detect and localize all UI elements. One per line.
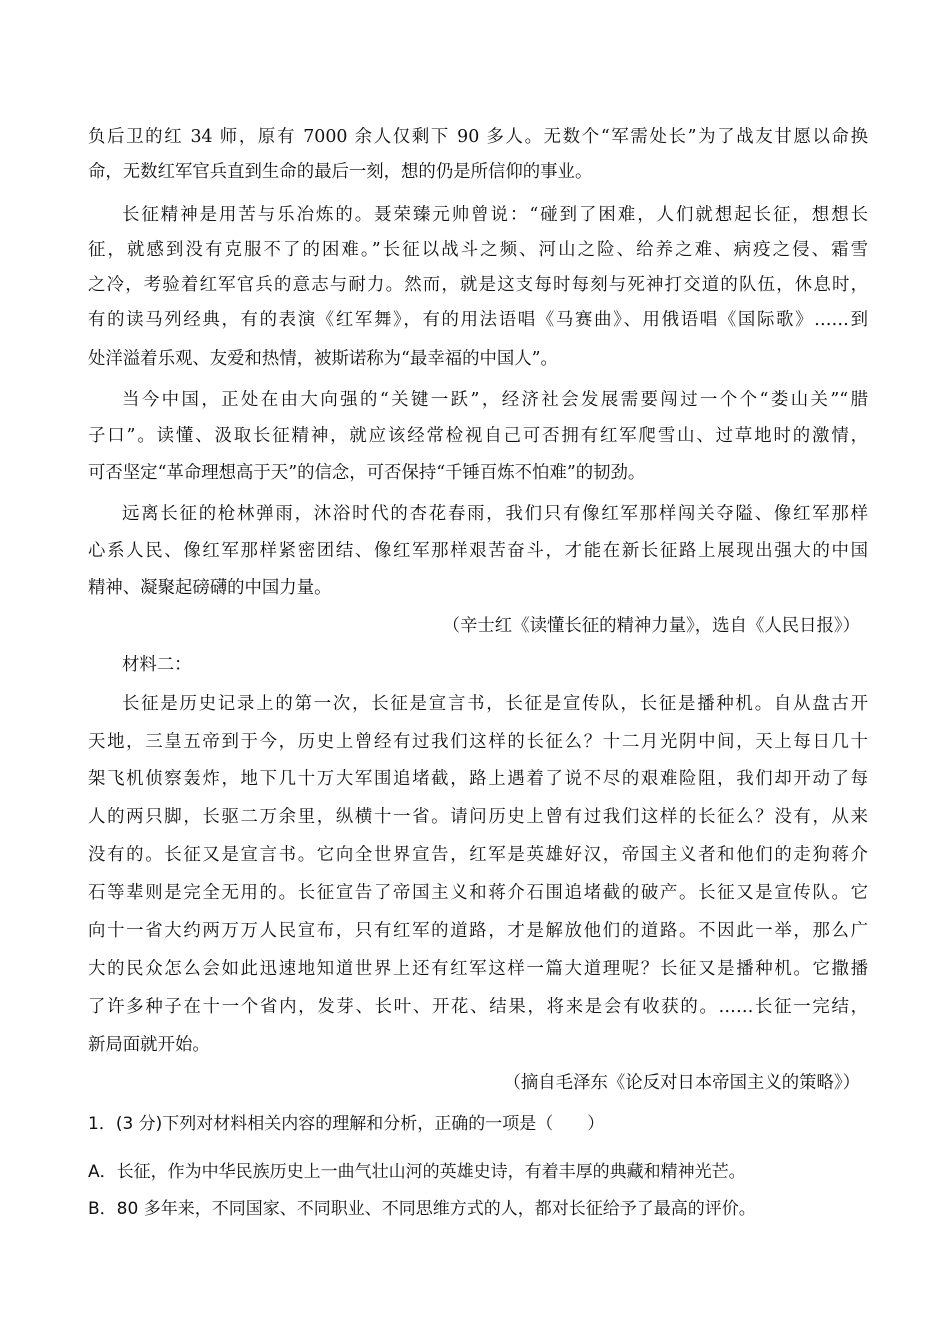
- paragraph-line: 之冷，考验着红军官兵的意志与耐力。然而，就是这支每时每刻与死神打交道的队伍，休息时，: [88, 275, 868, 295]
- paragraph-line: 精神、凝聚起磅礴的中国力量。: [88, 578, 332, 598]
- question-stem: 1．(3 分)下列对材料相关内容的理解和分析，正确的一项是（ ）: [88, 1114, 605, 1134]
- option-b: B．80 多年来，不同国家、不同职业、不同思维方式的人，都对长征给予了最高的评价。: [88, 1199, 756, 1219]
- paragraph-line: 石等辈则是完全无用的。长征宣告了帝国主义和蒋介石围追堵截的破产。长征又是宣传队。它: [88, 883, 868, 903]
- paragraph-line: 负后卫的红 34 师，原有 7000 余人仅剩下 90 多人。无数个“军需处长”为了战友甘愿以命换: [88, 127, 868, 147]
- paragraph-line: 新局面就开始。: [88, 1035, 210, 1055]
- paragraph-line: 人的两只脚，长驱二万余里，纵横十一省。请问历史上曾有过我们这样的长征么？没有，从来: [88, 807, 868, 827]
- paragraph-line: 有的读马列经典，有的表演《红军舞》，有的用法语唱《马赛曲》、用俄语唱《国际歌》……到: [88, 310, 868, 330]
- paragraph-line: 处洋溢着乐观、友爱和热情，被斯诺称为“最幸福的中国人”。: [88, 349, 558, 369]
- source-citation: （辛士红《读懂长征的精神力量》，选自《人民日报》）: [442, 616, 860, 636]
- paragraph-line: 架飞机侦察轰炸，地下几十万大军围追堵截，路上遇着了说不尽的艰难险阻，我们却开动了每: [88, 769, 868, 789]
- paragraph-line: 心系人民、像红军那样紧密团结、像红军那样艰苦奋斗，才能在新长征路上展现出强大的中国: [88, 541, 868, 561]
- paragraph-line: 可否坚定“革命理想高于天”的信念，可否保持“千锤百炼不怕难”的韧劲。: [88, 463, 646, 483]
- paragraph-line: 长征精神是用苦与乐冶炼的。聂荣臻元帅曾说：“碰到了困难，人们就想起长征，想想长: [122, 205, 868, 225]
- material-heading: 材料二：: [122, 655, 192, 675]
- source-citation: （摘自毛泽东《论反对日本帝国主义的策略》）: [503, 1073, 860, 1093]
- paragraph-line: 命，无数红军官兵直到生命的最后一刻，想的仍是所信仰的事业。: [88, 162, 593, 182]
- paragraph-line: 子口”。读懂、汲取长征精神，就应该经常检视自己可否拥有红军爬雪山、过草地时的激情，: [88, 426, 868, 446]
- paragraph-line: 了许多种子在十一个省内，发芽、长叶、开花、结果，将来是会有收获的。……长征一完结，: [88, 997, 868, 1017]
- paragraph-line: 天地，三皇五帝到于今，历史上曾经有过我们这样的长征么？十二月光阴中间，天上每日几十: [88, 732, 868, 752]
- paragraph-line: 当今中国，正处在由大向强的“关键一跃”，经济社会发展需要闯过一个个“娄山关”“腊: [122, 390, 868, 410]
- paragraph-line: 向十一省大约两万万人民宣布，只有红军的道路，才是解放他们的道路。不因此一举，那么广: [88, 921, 868, 941]
- paragraph-line: 大的民众怎么会如此迅速地知道世界上还有红军这样一篇大道理呢？长征又是播种机。它撒播: [88, 959, 868, 979]
- paragraph-line: 长征是历史记录上的第一次，长征是宣言书，长征是宣传队，长征是播种机。自从盘古开: [122, 694, 868, 714]
- paragraph-line: 远离长征的枪林弹雨，沐浴时代的杏花春雨，我们只有像红军那样闯关夺隘、像红军那样: [122, 504, 868, 524]
- paragraph-line: 征，就感到没有克服不了的困难。”长征以战斗之频、河山之险、给养之难、病疫之侵、霜雪: [88, 240, 868, 260]
- option-a: A．长征，作为中华民族历史上一曲气壮山河的英雄史诗，有着丰厚的典藏和精神光芒。: [88, 1162, 746, 1182]
- paragraph-line: 没有的。长征又是宣言书。它向全世界宣告，红军是英雄好汉，帝国主义者和他们的走狗蒋介: [88, 845, 868, 865]
